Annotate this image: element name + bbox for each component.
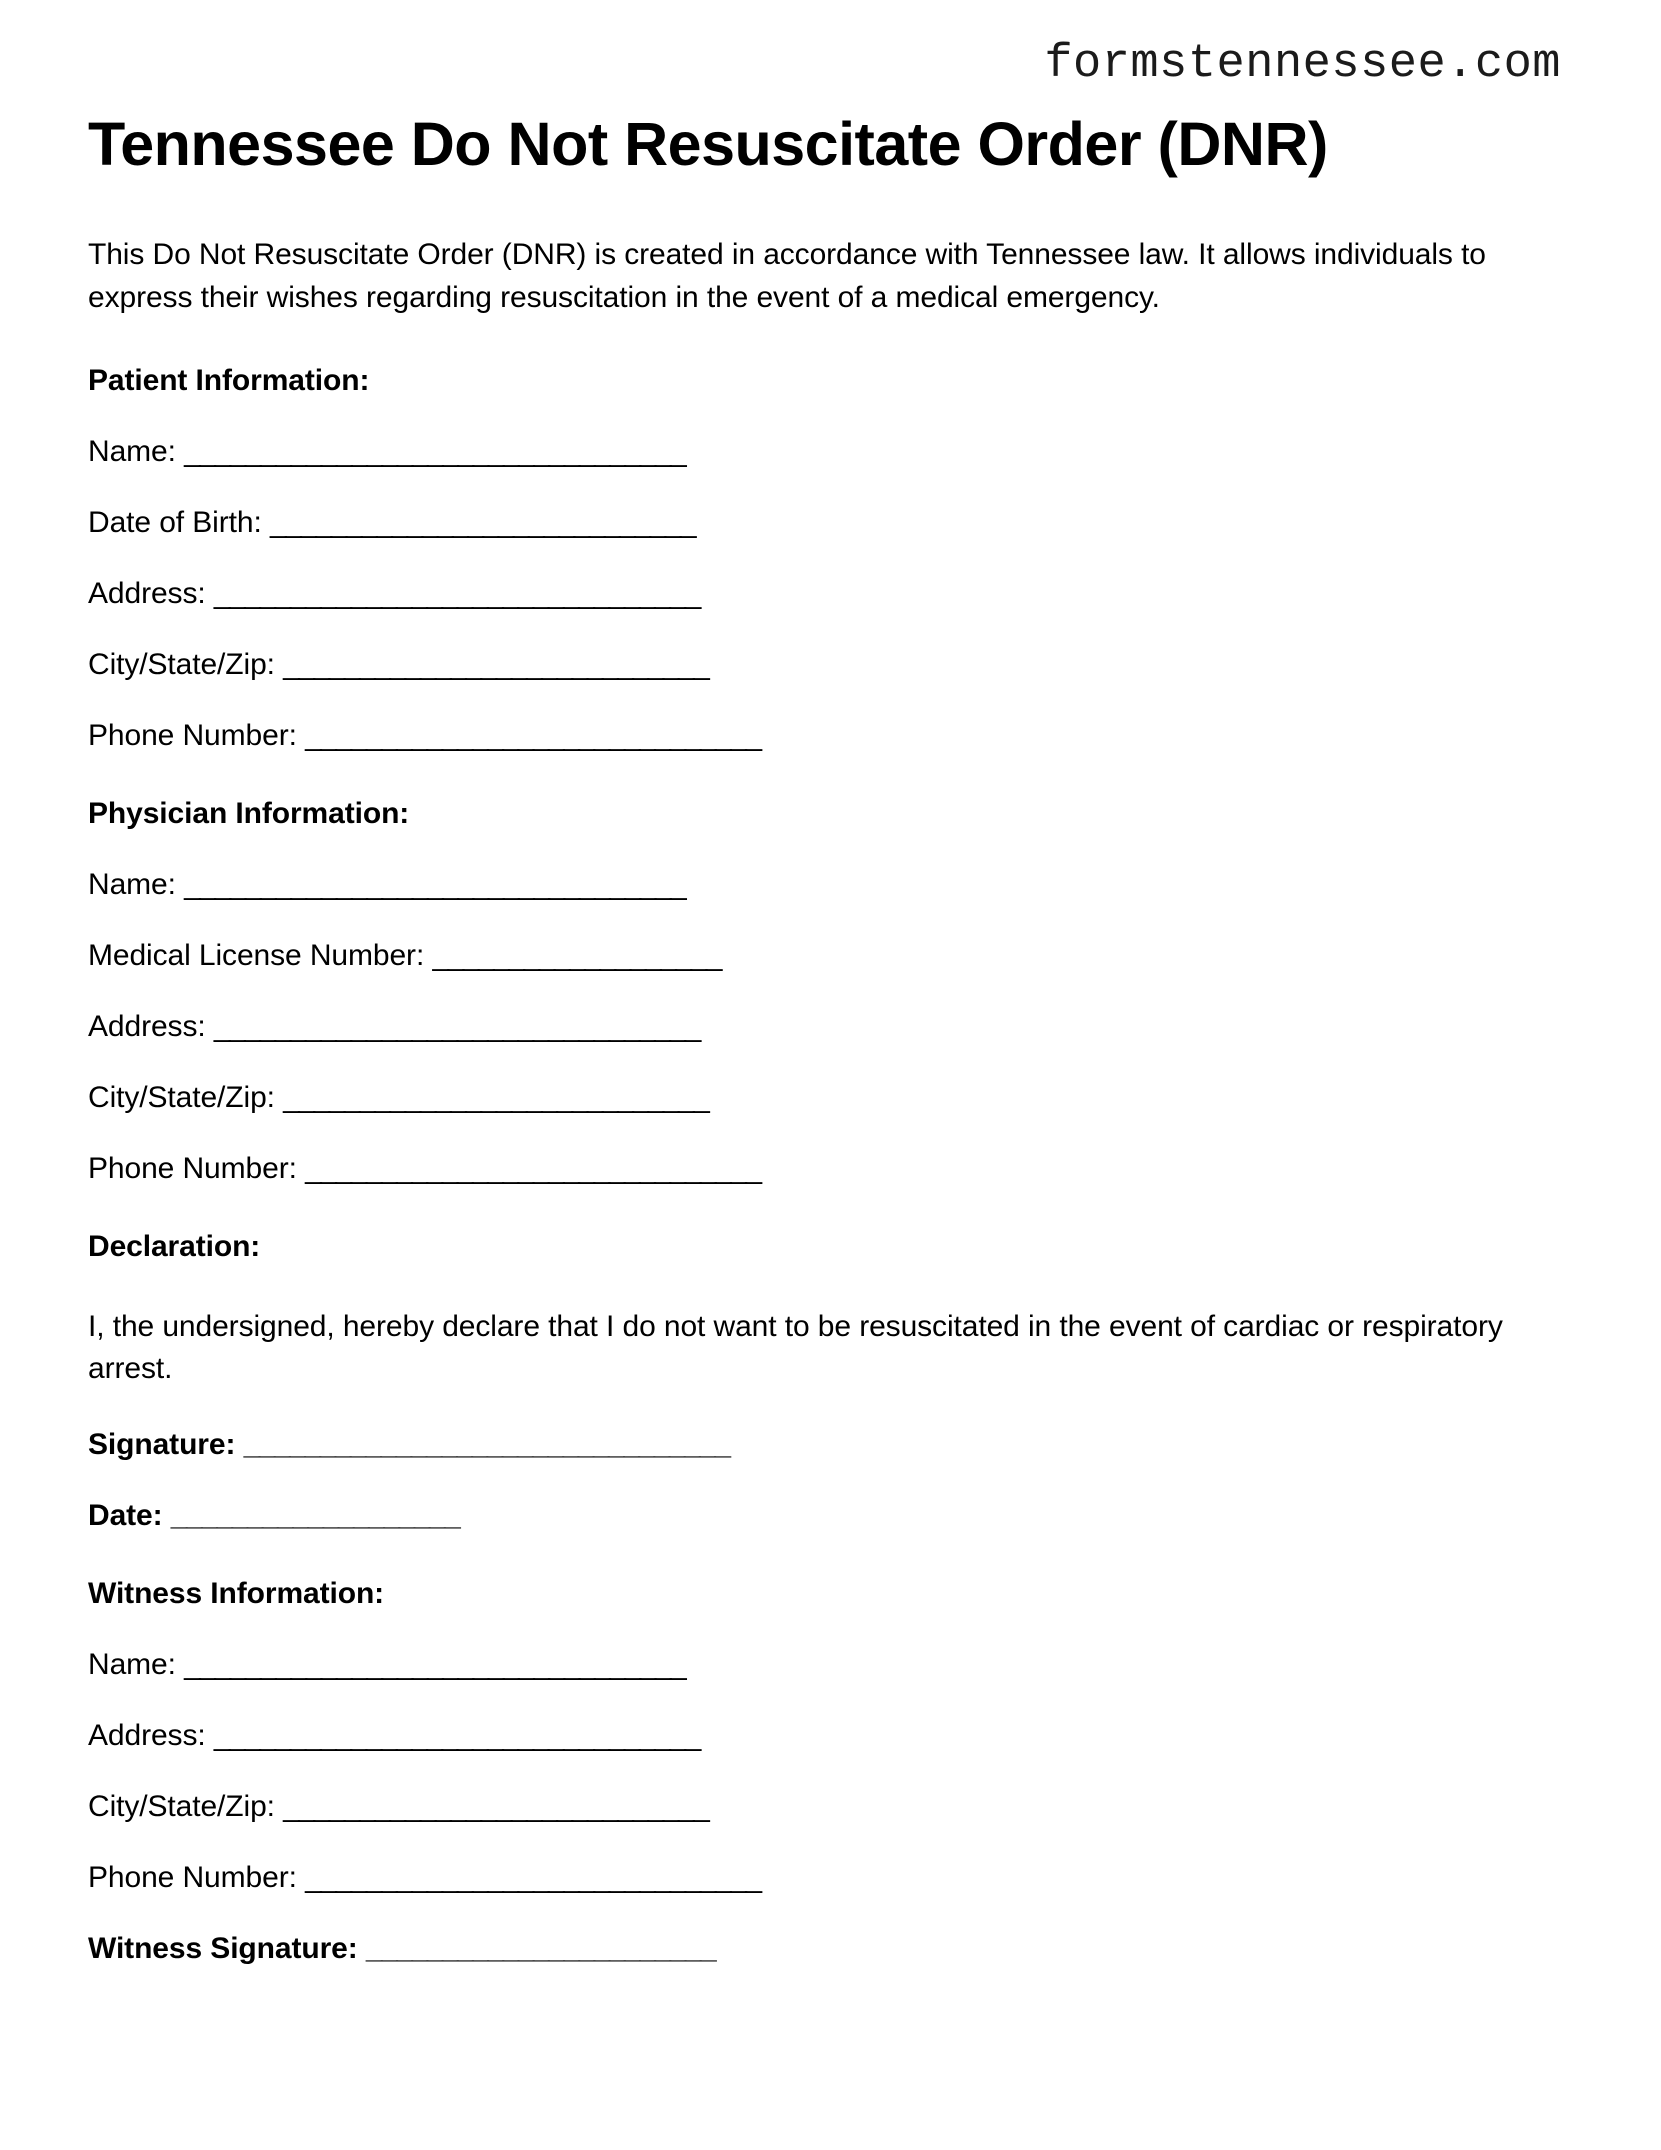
field-label: Name: — [88, 1647, 176, 1681]
fill-in-line[interactable]: _________________________________ — [184, 1647, 686, 1681]
fill-in-line[interactable]: ____________________________ — [283, 647, 709, 681]
field-label: Medical License Number: — [88, 938, 425, 972]
field-physician-address — [88, 973, 1573, 1044]
field-label: Phone Number: — [88, 1151, 297, 1185]
field-signature — [88, 1391, 1573, 1462]
fill-in-line[interactable]: ___________________ — [170, 1498, 460, 1532]
field-label: City/State/Zip: — [88, 647, 275, 681]
fill-in-line[interactable]: ________________________________ — [213, 1718, 700, 1752]
field-witness-phone — [88, 1824, 1573, 1895]
field-label: Phone Number: — [88, 1860, 297, 1894]
field-label: Address: — [88, 1718, 206, 1752]
fill-in-line[interactable]: ____________________________ — [283, 1080, 709, 1114]
section-heading-declaration: Declaration: — [88, 1229, 261, 1263]
field-witness-signature — [88, 1895, 1573, 1966]
fill-in-line[interactable]: ______________________________ — [305, 1860, 761, 1894]
fill-in-line[interactable]: _________________________________ — [184, 867, 686, 901]
field-patient-address — [88, 540, 1573, 611]
declaration-text: I, the undersigned, hereby declare that I do not want to be resuscitated in the event of cardiac or respiratory arrest. — [88, 1309, 1503, 1386]
field-label: Date: — [88, 1498, 163, 1532]
field-label: Phone Number: — [88, 718, 297, 752]
field-physician-city-state-zip — [88, 1044, 1573, 1115]
field-label: City/State/Zip: — [88, 1080, 275, 1114]
field-witness-address — [88, 1682, 1573, 1753]
fill-in-line[interactable]: _________________________________ — [184, 434, 686, 468]
fill-in-line[interactable]: ________________________________ — [243, 1427, 730, 1461]
section-heading-patient: Patient Information: — [88, 363, 370, 397]
fill-in-line[interactable]: _______________________ — [365, 1931, 716, 1965]
fill-in-line[interactable]: ________________________________ — [213, 1009, 700, 1043]
fill-in-line[interactable]: ____________________________ — [269, 505, 696, 539]
field-date — [88, 1462, 1573, 1533]
fill-in-line[interactable]: ___________________ — [432, 938, 721, 972]
fill-in-line[interactable]: ________________________________ — [213, 576, 700, 610]
field-witness-name — [88, 1611, 1573, 1682]
field-label: Address: — [88, 1009, 206, 1043]
field-label: Signature: — [88, 1427, 236, 1461]
field-label: Witness Signature: — [88, 1931, 358, 1965]
page-title: Tennessee Do Not Resuscitate Order (DNR) — [88, 110, 1328, 178]
field-physician-license — [88, 902, 1573, 973]
site-watermark: formstennessee.com — [1044, 38, 1561, 91]
field-patient-city-state-zip — [88, 611, 1573, 682]
section-heading-witness: Witness Information: — [88, 1576, 385, 1610]
field-witness-city-state-zip — [88, 1753, 1573, 1824]
field-label: Date of Birth: — [88, 505, 262, 539]
field-physician-name — [88, 831, 1573, 902]
field-label: Name: — [88, 867, 176, 901]
fill-in-line[interactable]: ____________________________ — [283, 1789, 709, 1823]
section-heading-physician: Physician Information: — [88, 796, 410, 830]
field-label: Address: — [88, 576, 206, 610]
field-physician-phone — [88, 1115, 1573, 1186]
field-patient-name — [88, 398, 1573, 469]
field-label: City/State/Zip: — [88, 1789, 275, 1823]
field-patient-phone — [88, 682, 1573, 753]
field-label: Name: — [88, 434, 176, 468]
intro-paragraph: This Do Not Resuscitate Order (DNR) is created in accordance with Tennessee law. It allows individuals to express their wishes regarding resuscitation in the event of a medical emergency. — [88, 238, 1486, 314]
fill-in-line[interactable]: ______________________________ — [305, 718, 761, 752]
field-patient-dob — [88, 469, 1573, 540]
fill-in-line[interactable]: ______________________________ — [305, 1151, 761, 1185]
